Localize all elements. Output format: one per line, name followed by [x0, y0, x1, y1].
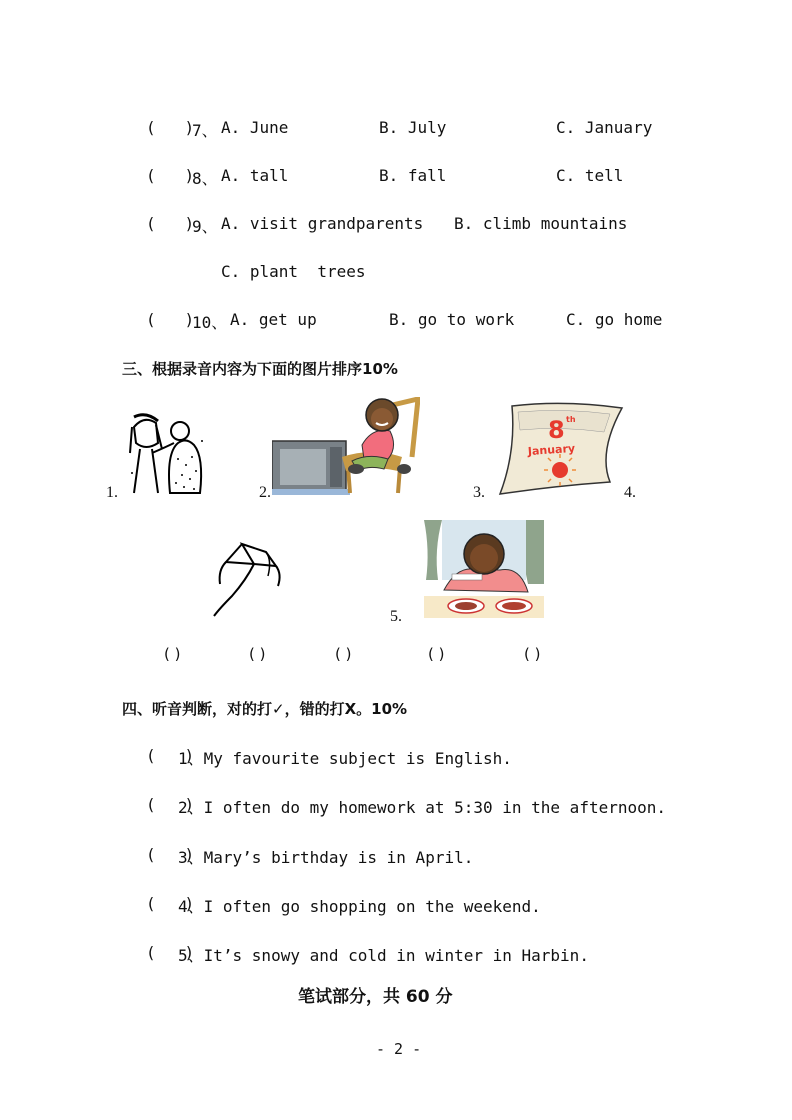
order-blank-3[interactable]: ( ) — [335, 645, 352, 663]
option-c: C. January — [556, 118, 653, 137]
section-3-title: 三、根据录音内容为下面的图片排序10% — [122, 360, 398, 378]
option-b: B. go to work — [389, 310, 515, 329]
picture-label-2: 2. — [259, 484, 271, 501]
statement-text: 3、Mary’s birthday is in April. — [178, 848, 474, 867]
answer-paren[interactable]: ( ) — [146, 943, 195, 962]
question-number: 9、 — [192, 217, 218, 236]
calendar-month: January — [527, 441, 576, 459]
answer-paren[interactable]: ( ) — [146, 214, 195, 233]
boy-eating-picture — [424, 520, 544, 618]
statement-text: 2、I often do my homework at 5:30 in the afternoon. — [178, 798, 667, 817]
calendar-suffix: th — [566, 415, 576, 424]
option-b: B. climb mountains — [454, 214, 628, 233]
answer-paren[interactable]: ( ) — [146, 746, 195, 765]
girl-snowman-picture — [126, 413, 206, 497]
page-number: - 2 - — [376, 1040, 422, 1058]
option-a: A. visit grandparents — [221, 214, 424, 233]
option-b: B. fall — [379, 166, 447, 185]
kite-picture — [206, 540, 290, 620]
order-blank-1[interactable]: ( ) — [164, 645, 181, 663]
written-part-heading: 笔试部分，共 60 分 — [298, 987, 453, 1007]
statement-text: 4、I often go shopping on the weekend. — [178, 897, 541, 916]
section-4-title: 四、听音判断，对的打✓，错的打X。10% — [122, 700, 408, 718]
option-c: C. plant trees — [221, 262, 366, 281]
picture-label-4: 4. — [624, 484, 636, 501]
option-a: A. June — [221, 118, 289, 137]
statement-text: 1、My favourite subject is English. — [178, 749, 512, 768]
order-blank-4[interactable]: ( ) — [428, 645, 445, 663]
order-blank-5[interactable]: ( ) — [524, 645, 541, 663]
boy-watching-tv-picture — [272, 397, 420, 497]
question-number: 10、 — [192, 313, 228, 332]
option-c: C. go home — [566, 310, 663, 329]
answer-paren[interactable]: ( ) — [146, 310, 195, 329]
picture-label-1: 1. — [106, 484, 118, 501]
statement-text: 5、It’s snowy and cold in winter in Harbin. — [178, 946, 589, 965]
calendar-number: 8 — [548, 416, 565, 444]
order-blank-2[interactable]: ( ) — [249, 645, 266, 663]
option-c: C. tell — [556, 166, 624, 185]
question-number: 7、 — [192, 121, 218, 140]
option-b: B. July — [379, 118, 447, 137]
option-a: A. tall — [221, 166, 289, 185]
picture-label-3: 3. — [473, 484, 485, 501]
calendar-picture — [494, 402, 624, 497]
option-a: A. get up — [230, 310, 317, 329]
answer-paren[interactable]: ( ) — [146, 118, 195, 137]
picture-label-5: 5. — [390, 608, 402, 625]
answer-paren[interactable]: ( ) — [146, 795, 195, 814]
answer-paren[interactable]: ( ) — [146, 845, 195, 864]
question-number: 8、 — [192, 169, 218, 188]
answer-paren[interactable]: ( ) — [146, 166, 195, 185]
answer-paren[interactable]: ( ) — [146, 894, 195, 913]
